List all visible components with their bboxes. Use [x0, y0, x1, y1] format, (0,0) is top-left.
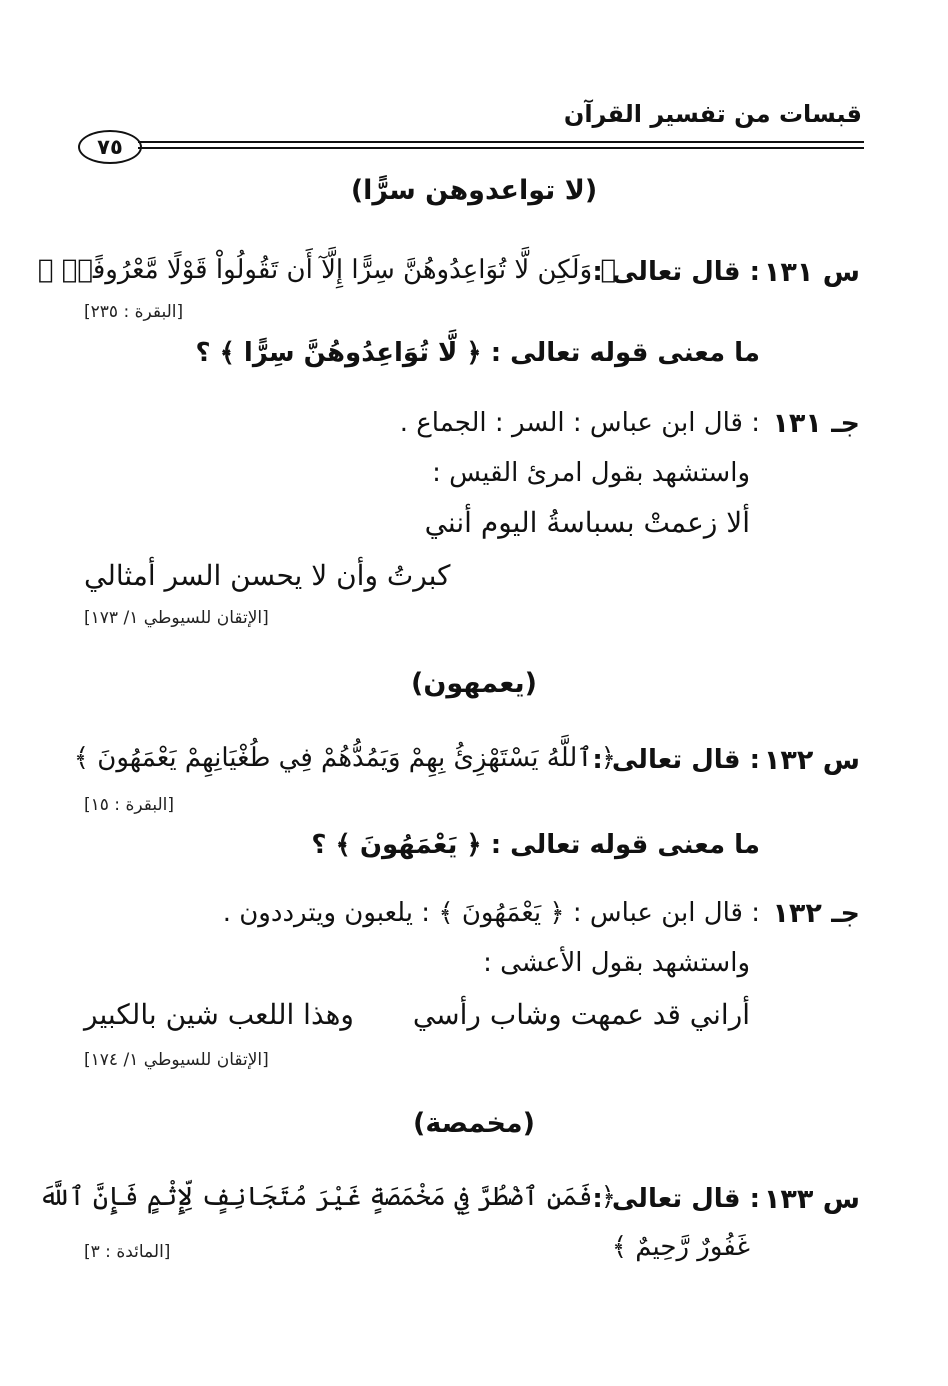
answer-label: جـ ١٣٢: [772, 898, 860, 929]
poem-hemistich: أراني قد عمهت وشاب رأسي: [412, 998, 750, 1031]
answer-label: جـ ١٣١: [772, 408, 860, 439]
poem-line: كبرتُ وأن لا يحسن السر أمثالي: [84, 559, 451, 592]
section-heading: (لا تواعدوهن سرًّا): [350, 175, 598, 206]
header-rule-bottom: [138, 147, 864, 149]
witness-intro: واستشهد بقول امرئ القيس :: [432, 458, 750, 488]
question-intro: : قال تعالى :: [592, 1184, 760, 1214]
question-label: س ١٣٢: [763, 745, 860, 776]
section-heading: (مخمصة): [413, 1108, 535, 1139]
answer-text: : قال ابن عباس : ﴿ يَعْمَهُونَ ﴾ : يلعبون ويترددون .: [222, 898, 760, 928]
answer-text: : قال ابن عباس : السر : الجماع .: [399, 408, 760, 438]
verse-reference: [المائدة : ٣]: [84, 1242, 171, 1262]
poem-line: ألا زعمتْ بسباسةُ اليوم أنني: [424, 506, 750, 539]
meaning-question: ما معنى قوله تعالى : ﴿ يَعْمَهُونَ ﴾ ؟: [311, 830, 760, 860]
question-label: س ١٣٣: [763, 1184, 860, 1215]
header-rule-top: [138, 141, 864, 143]
question-intro: : قال تعالى :: [592, 257, 760, 287]
verse-reference: [البقرة : ٢٣٥]: [84, 302, 184, 322]
quran-verse: ﴿ وَلَكِن لَّا تُوَاعِدُوهُنَّ سِرًّا إِلَّآ أَن تَقُولُواْ قَوْلًا مَّعْرُوفًاۚ ﴾: [37, 255, 616, 285]
witness-intro: واستشهد بقول الأعشى :: [483, 948, 750, 978]
poem-hemistich: وهذا اللعب شين بالكبير: [84, 998, 354, 1031]
section-heading: (يعمهون): [411, 668, 537, 699]
verse-reference: [البقرة : ١٥]: [84, 795, 174, 815]
quran-verse: ﴿ ٱللَّهُ يَسْتَهْزِئُ بِهِمْ وَيَمُدُّهُمْ فِي طُغْيَانِهِمْ يَعْمَهُونَ ﴾: [73, 743, 616, 773]
source-reference: [الإتقان للسيوطي ١/ ١٧٤]: [84, 1050, 269, 1070]
question-intro: : قال تعالى :: [592, 745, 760, 775]
quran-verse: ﴿ فَمَنِ ٱضْطُرَّ فِي مَخْمَصَةٍ غَيْرَ مُتَجَانِفٍ لِّإِثْمٍ فَإِنَّ ٱللَّهَ: [38, 1182, 616, 1212]
source-reference: [الإتقان للسيوطي ١/ ١٧٣]: [84, 608, 269, 628]
book-title: قبسات من تفسير القرآن: [563, 100, 862, 128]
page-number: ٧٥: [78, 130, 142, 164]
quran-verse-continued: غَفُورٌ رَّحِيمٌ ﴾: [611, 1232, 750, 1262]
meaning-question: ما معنى قوله تعالى : ﴿ لَّا تُوَاعِدُوهُنَّ سِرًّا ﴾ ؟: [195, 338, 760, 368]
question-label: س ١٣١: [763, 257, 860, 288]
